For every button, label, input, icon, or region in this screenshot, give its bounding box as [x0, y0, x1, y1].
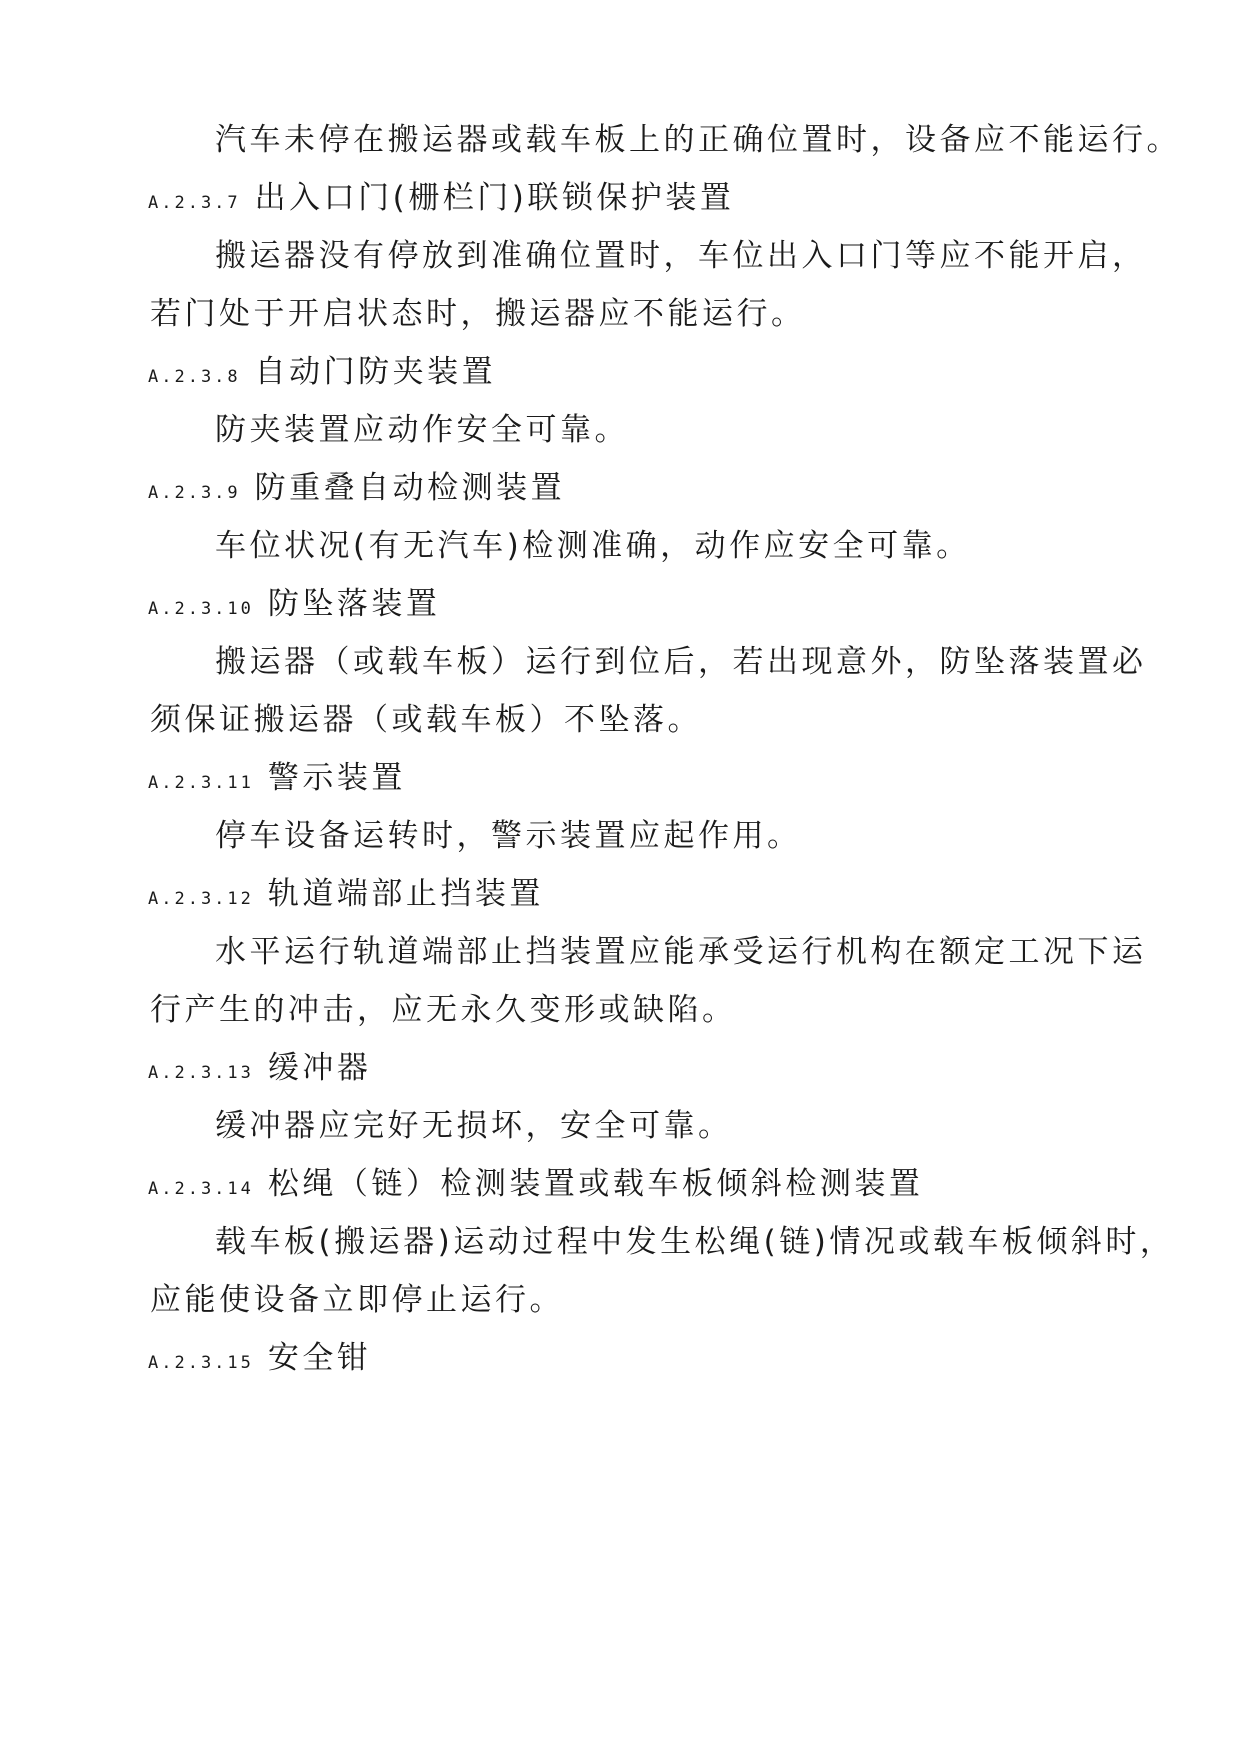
- section-title: 防坠落装置: [267, 586, 441, 622]
- section-title: 出入口门(栅栏门)联锁保护装置: [254, 180, 735, 216]
- section-heading: [148, 874, 544, 919]
- paragraph-line: 汽车未停在搬运器或载车板上的正确位置时，设备应不能运行。: [215, 122, 1181, 158]
- paragraph-line: 水平运行轨道端部止挡装置应能承受运行机构在额定工况下运: [215, 934, 1147, 970]
- section-heading: [148, 468, 565, 513]
- section-title: 自动门防夹装置: [254, 354, 497, 390]
- section-number: A.2.3.8: [148, 367, 241, 387]
- section-number: A.2.3.10: [148, 599, 254, 619]
- paragraph-line: 车位状况(有无汽车)检测准确，动作应安全可靠。: [215, 528, 971, 564]
- paragraph-line: 载车板(搬运器)运动过程中发生松绳(链)情况或载车板倾斜时，: [215, 1224, 1175, 1260]
- section-number: A.2.3.13: [148, 1063, 254, 1083]
- section-title: 松绳（链）检测装置或载车板倾斜检测装置: [267, 1166, 924, 1202]
- section-heading: [148, 352, 496, 397]
- section-title: 轨道端部止挡装置: [267, 876, 544, 912]
- section-number: A.2.3.7: [148, 193, 241, 213]
- section-number: A.2.3.11: [148, 773, 254, 793]
- section-heading: [148, 1048, 371, 1093]
- paragraph-line: 停车设备运转时，警示装置应起作用。: [215, 818, 802, 854]
- paragraph-line: 若门处于开启状态时，搬运器应不能运行。: [150, 296, 806, 332]
- section-number: A.2.3.14: [148, 1179, 254, 1199]
- section-heading: [148, 178, 734, 223]
- paragraph-line: 缓冲器应完好无损坏，安全可靠。: [215, 1108, 733, 1144]
- section-heading: [148, 758, 406, 803]
- section-number: A.2.3.9: [148, 483, 241, 503]
- paragraph-line: 搬运器没有停放到准确位置时，车位出入口门等应不能开启，: [215, 238, 1147, 274]
- section-title: 防重叠自动检测装置: [254, 470, 566, 506]
- section-number: A.2.3.15: [148, 1353, 254, 1373]
- section-heading: [148, 584, 440, 629]
- section-title: 警示装置: [267, 760, 406, 796]
- section-number: A.2.3.12: [148, 889, 254, 909]
- section-title: 缓冲器: [267, 1050, 372, 1086]
- paragraph-line: 行产生的冲击，应无永久变形或缺陷。: [150, 992, 737, 1028]
- paragraph-line: 防夹装置应动作安全可靠。: [215, 412, 629, 448]
- paragraph-line: 搬运器（或载车板）运行到位后，若出现意外，防坠落装置必: [215, 644, 1147, 680]
- paragraph-line: 应能使设备立即停止运行。: [150, 1282, 564, 1318]
- section-heading: [148, 1338, 371, 1383]
- paragraph-line: 须保证搬运器（或载车板）不坠落。: [150, 702, 702, 738]
- section-heading: [148, 1164, 923, 1209]
- section-title: 安全钳: [267, 1340, 372, 1376]
